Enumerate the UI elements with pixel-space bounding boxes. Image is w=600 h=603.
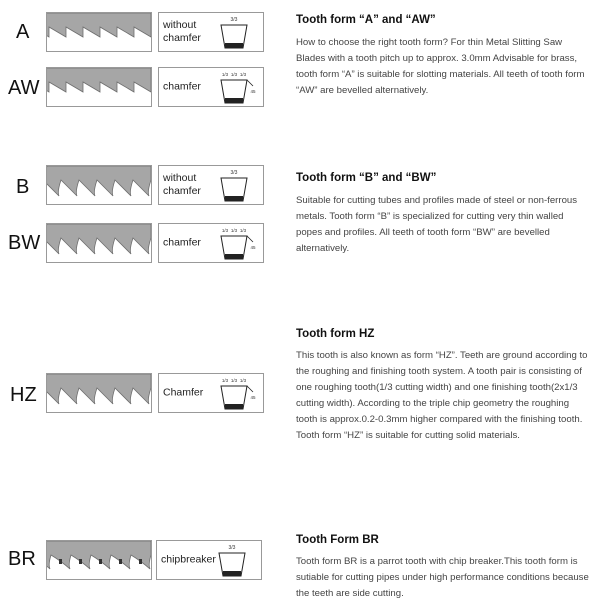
diagram-fraction: 1/3 xyxy=(221,378,229,383)
diagram-fraction: 45 xyxy=(250,89,256,94)
section-description: This tooth is also known as form “HZ”. Teeth are ground according to the roughing and finishing tooth system. A tooth pair is consisting of one roughing tooth(1/3 cutting width) and one finishing tooth(2x1/3 cutting width). According to the triple chip geometry the roughing tooth is approx.0.2-0.3mm higher compared with the finishing tooth. Tooth form “HZ” is suitable for cutting solid materials. xyxy=(296,350,588,441)
tooth-profile-diagram xyxy=(217,69,257,105)
tooth-code: BW xyxy=(8,232,41,254)
diagram-fraction: 45 xyxy=(250,245,256,250)
tooth-code: BR xyxy=(8,548,36,570)
tooth-profile-diagram xyxy=(217,14,257,50)
profile-label: without chamfer xyxy=(163,19,201,44)
blade-svg xyxy=(47,68,151,106)
chip-breaker-notch xyxy=(139,559,142,564)
profile-label: chipbreaker xyxy=(161,553,216,566)
blade-teeth xyxy=(47,541,151,569)
profile-label: without chamfer xyxy=(163,172,201,197)
blade-teeth xyxy=(47,374,151,404)
tooth-code: HZ xyxy=(10,384,37,406)
tooth-code: A xyxy=(16,21,30,43)
profile-label: chamfer xyxy=(163,80,201,93)
blade-illustration xyxy=(46,373,152,413)
section-heading: Tooth Form BR xyxy=(296,534,379,546)
section-heading: Tooth form “B” and “BW” xyxy=(296,172,437,184)
tooth-base xyxy=(225,98,243,103)
tooth-code: AW xyxy=(8,77,40,99)
chamfer-line xyxy=(247,80,253,86)
chamfer-line xyxy=(247,386,253,392)
chip-breaker-notch xyxy=(99,559,102,564)
diagram-fraction: 1/3 xyxy=(230,72,238,77)
tooth-profile-diagram xyxy=(215,542,255,578)
section-heading: Tooth form “A” and “AW” xyxy=(296,14,436,26)
profile-box xyxy=(158,373,264,413)
profile-box xyxy=(158,67,264,107)
blade-teeth xyxy=(47,224,151,254)
blade-svg xyxy=(47,224,151,262)
blade-illustration xyxy=(46,165,152,205)
section-description: Suitable for cutting tubes and profiles made of steel or non-ferrous metals. Tooth form “B” is specialized for cutting very thin walled popes and profiles. All teeth of tooth form “BW” are bevelled alternatively. xyxy=(296,195,578,254)
tooth-base xyxy=(225,43,243,48)
chamfer-line xyxy=(247,236,253,242)
profile-box xyxy=(158,165,264,205)
blade-teeth xyxy=(47,68,151,92)
diagram-fraction: 3/3 xyxy=(230,170,238,176)
chip-breaker-notch xyxy=(59,559,62,564)
tooth-base xyxy=(223,571,241,576)
blade-teeth xyxy=(47,166,151,196)
blade-svg xyxy=(47,541,151,579)
tooth-base xyxy=(225,196,243,201)
diagram-fraction: 1/3 xyxy=(230,378,238,383)
profile-box xyxy=(158,223,264,263)
blade-svg xyxy=(47,374,151,412)
tooth-profile-diagram xyxy=(217,375,257,411)
chip-breaker-notch xyxy=(119,559,122,564)
blade-illustration xyxy=(46,12,152,52)
section-heading: Tooth form HZ xyxy=(296,328,375,340)
profile-box xyxy=(158,12,264,52)
blade-svg xyxy=(47,166,151,204)
diagram-fraction: 1/3 xyxy=(239,228,247,233)
diagram-fraction: 45 xyxy=(250,395,256,400)
diagram-fraction: 1/3 xyxy=(221,228,229,233)
blade-illustration xyxy=(46,540,152,580)
profile-label: chamfer xyxy=(163,236,201,249)
profile-label: Chamfer xyxy=(163,386,204,399)
tooth-profile-diagram xyxy=(217,167,257,203)
diagram-fraction: 1/3 xyxy=(239,378,247,383)
chip-breaker-notch xyxy=(79,559,82,564)
tooth-profile-diagram xyxy=(217,225,257,261)
blade-illustration xyxy=(46,67,152,107)
diagram-fraction: 1/3 xyxy=(230,228,238,233)
diagram-fraction: 3/3 xyxy=(228,545,236,551)
blade-svg xyxy=(47,13,151,51)
diagram-fraction: 3/3 xyxy=(230,17,238,23)
tooth-base xyxy=(225,254,243,259)
tooth-base xyxy=(225,404,243,409)
diagram-fraction: 1/3 xyxy=(221,72,229,77)
section-description: Tooth form BR is a parrot tooth with chip breaker.This tooth form is sutiable for cutting pipes under high performance conditions because the teeth are side cutting. xyxy=(296,556,589,599)
section-description: How to choose the right tooth form? For thin Metal Slitting Saw Blades with a tooth pitch up to approx. 3.0mm Advisable for brass, tooth form “A” is suitable for slotting materials. All teeth of tooth form “AW” are bevelled alternatively. xyxy=(296,37,585,96)
profile-box xyxy=(156,540,262,580)
tooth-code: B xyxy=(16,176,30,198)
diagram-fraction: 1/3 xyxy=(239,72,247,77)
blade-illustration xyxy=(46,223,152,263)
blade-teeth xyxy=(47,13,151,37)
